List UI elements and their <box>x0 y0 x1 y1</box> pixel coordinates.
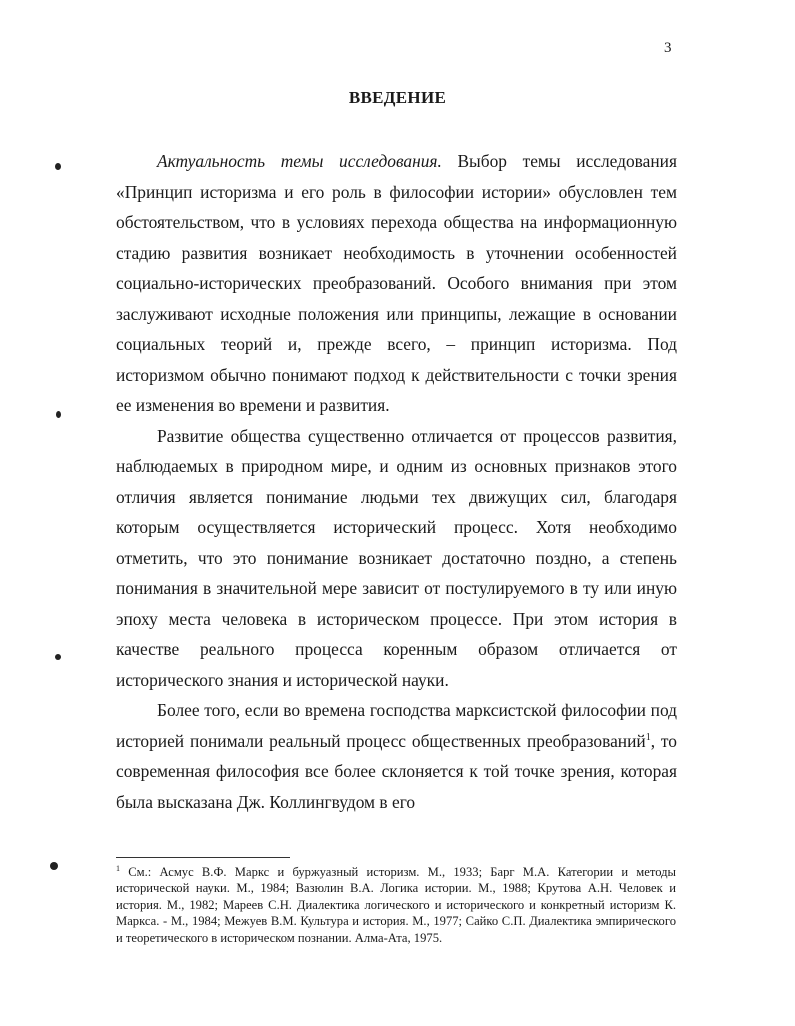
footnote-text: См.: Асмус В.Ф. Маркс и буржуазный историзм. М., 1933; Барг М.А. Категории и методы исторической науки. М., 1984; Вазюлин В.А. Логика истории. М., 1988; Крутова А.Н. Человек и история. М., 1982; Мареев С.Н. Диалектика логического и исторического и конкретный историзм К. Маркса. - М., 1984; Межуев В.М. Культура и история. М., 1977; Сайко С.П. Диалектика эмпирического и теоретического в историческом познании. Алма-Ата, 1975. <box>116 865 676 945</box>
page-number: 3 <box>664 40 672 56</box>
paragraph-2: Развитие общества существенно отличается от процессов развития, наблюдаемых в природном мире, и одним из основных признаков этого отличия является понимание людьми тех движущих сил, благодаря которым осуществляется исторический процесс. Хотя необходимо отметить, что это понимание возникает достаточно поздно, а степень понимания в значительной мере зависит от постулируемого в ту или иную эпоху места человека в историческом процессе. При этом история в качестве реального процесса коренным образом отличается от исторического знания и исторической науки. <box>116 425 677 690</box>
paragraph-1 <box>116 146 677 421</box>
footnote-marker: 1 <box>116 863 120 873</box>
footnote <box>116 864 676 946</box>
scan-speck <box>56 411 61 418</box>
paragraph-3-part-a: Более того, если во времена господства марксистской философии под историей понимали реальный процесс общественных преобразований <box>116 700 677 751</box>
paragraph-1-body: Выбор темы исследования «Принцип историзма и его роль в философии истории» обусловлен тем обстоятельством, что в условиях перехода общества на информационную стадию развития возникает необходимость в уточнении особенностей социально-исторических преобразований. Особого внимания при этом заслуживают исходные положения или принципы, лежащие в основании социальных теорий и, прежде всего, – принцип историзма. Под историзмом обычно понимают подход к действительности с точки зрения ее изменения во времени и развития. <box>116 151 677 415</box>
footnote-divider <box>116 857 290 858</box>
footnote-reference: 1 <box>645 731 651 743</box>
body-text <box>116 146 677 817</box>
scan-speck <box>55 163 61 170</box>
paragraph-3-part-b: , то современная философия все более склоняется к той точке зрения, которая была высказана Дж. Коллингвудом в его <box>116 730 677 812</box>
scan-speck <box>55 654 61 660</box>
paragraph-3 <box>116 695 677 817</box>
page-title: ВВЕДЕНИЕ <box>348 88 447 107</box>
paragraph-1-lead: Актуальность темы исследования. <box>157 151 442 171</box>
scan-speck <box>50 862 58 870</box>
